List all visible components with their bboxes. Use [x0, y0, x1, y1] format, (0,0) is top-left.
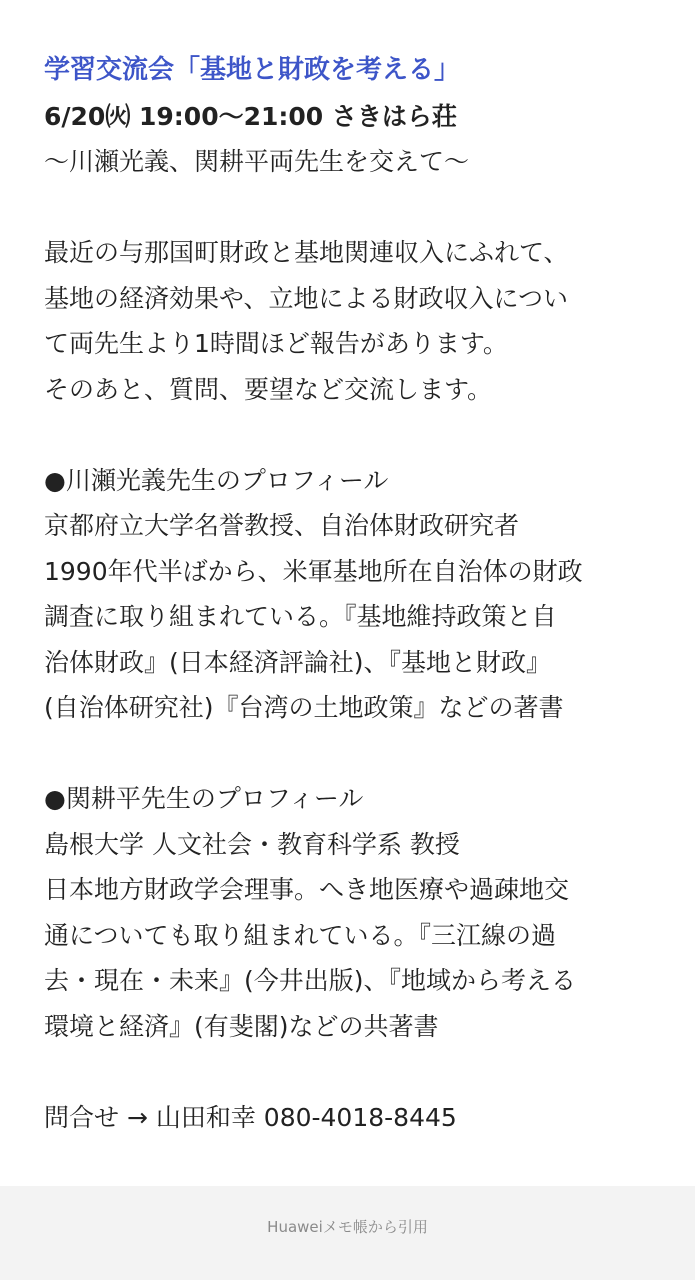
event-tagline: 〜川瀬光義、関耕平両先生を交えて〜 [44, 147, 470, 176]
card-torn-edge [0, 1180, 695, 1192]
profile1-line: 京都府立大学名誉教授、自治体財政研究者 [44, 511, 520, 540]
memo-content [44, 48, 664, 1140]
contact-line: 問合せ → 山田和幸 080-4018-8445 [44, 1102, 457, 1132]
profile2-heading: ●関耕平先生のプロフィール [44, 784, 364, 813]
profile1-line: 1990年代半ばから、米軍基地所在自治体の財政 [44, 556, 583, 586]
intro-line: 最近の与那国町財政と基地関連収入にふれて、 [44, 238, 569, 267]
intro-line: て両先生より1時間ほど報告があります。 [44, 329, 508, 358]
profile1-line: (自治体研究社)『台湾の土地政策』などの著書 [44, 693, 564, 722]
source-attribution: Huaweiメモ帳から引用 [267, 1218, 428, 1236]
spacer [44, 1049, 664, 1095]
profile2-line: 去・現在・未来』(今井出版)、『地域から考える [44, 966, 577, 995]
profile1-heading: ●川瀬光義先生のプロフィール [44, 465, 389, 495]
spacer [44, 731, 664, 777]
spacer [44, 412, 664, 458]
intro-line: そのあと、質問、要望など交流します。 [44, 374, 493, 404]
event-datetime-venue: 6/20㈫ 19:00〜21:00 さきはら荘 [44, 101, 457, 131]
profile2-line: 環境と経済』(有斐閣)などの共著書 [44, 1011, 439, 1041]
profile1-line: 治体財政』(日本経済評論社)、『基地と財政』 [44, 647, 552, 677]
profile2-line: 日本地方財政学会理事。へき地医療や過疎地交 [44, 875, 570, 904]
intro-line: 基地の経済効果や、立地による財政収入につい [44, 283, 569, 313]
event-title: 学習交流会「基地と財政を考える」 [44, 55, 461, 85]
profile2-line: 島根大学 人文社会・教育科学系 教授 [44, 829, 460, 859]
profile2-line: 通についても取り組まれている。『三江線の過 [44, 920, 557, 950]
profile1-line: 調査に取り組まれている。『基地維持政策と自 [44, 602, 557, 631]
spacer [44, 185, 664, 231]
